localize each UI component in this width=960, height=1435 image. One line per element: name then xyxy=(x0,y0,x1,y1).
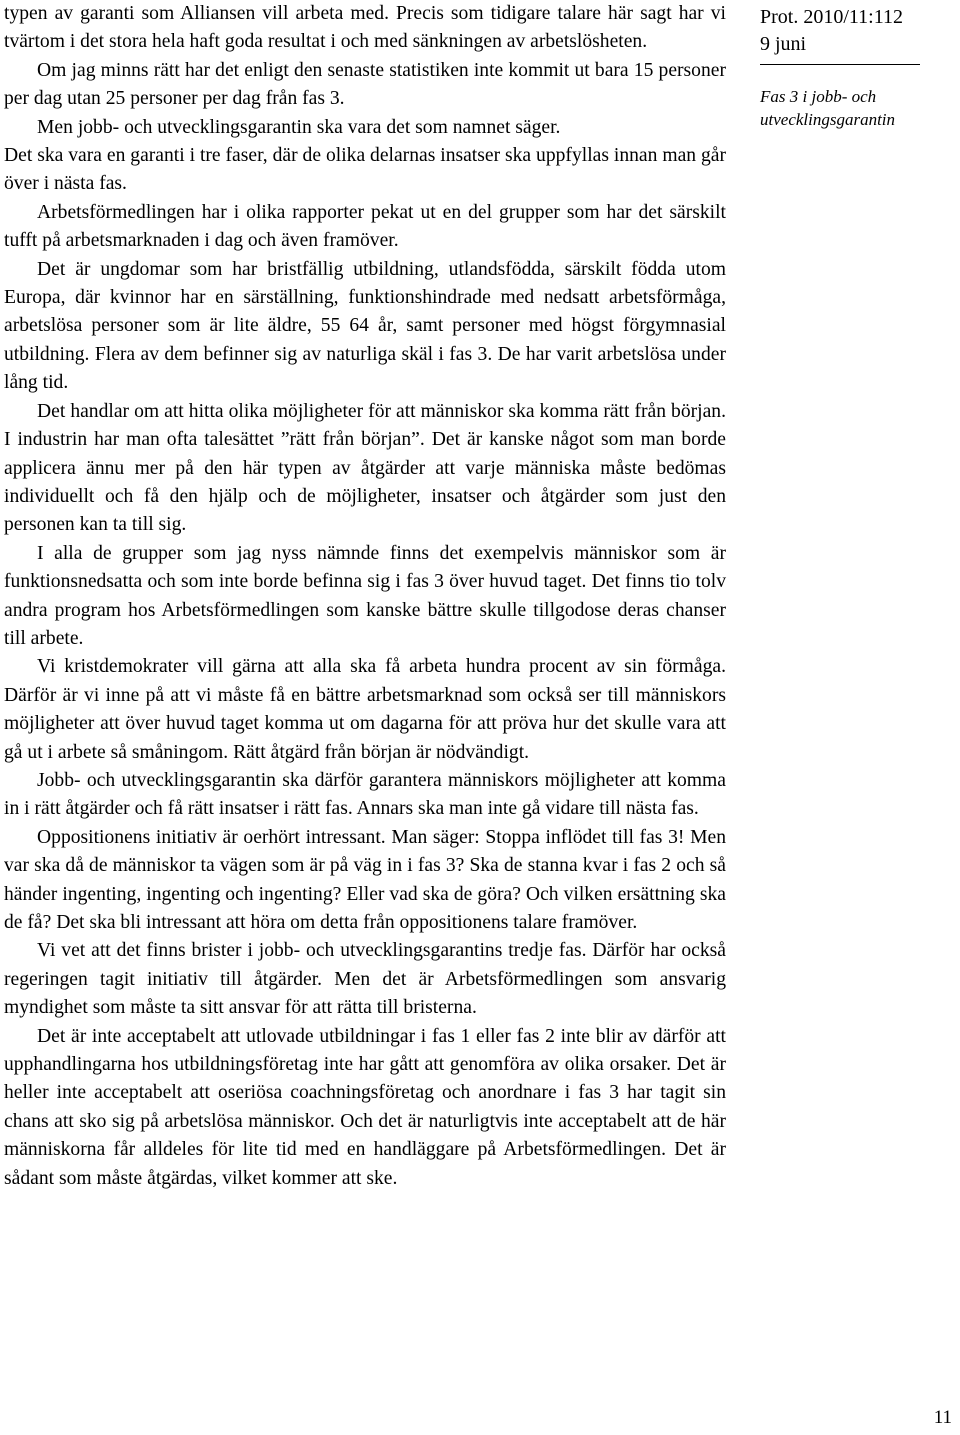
divider xyxy=(760,64,920,65)
session-date: 9 juni xyxy=(760,33,807,55)
paragraph: I alla de grupper som jag nyss nämnde finns det exempelvis människor som är funktionsnedsatta och som inte borde befinna sig i fas 3 över huvud taget. Det finns tio tolv andra program hos Arbetsförmedlingen som kanske bättre skulle tillgodose deras chanser till arbete. xyxy=(4,542,726,649)
speech-body xyxy=(4,0,726,1193)
paragraph: Jobb- och utvecklingsgarantin ska därför garantera människors möjligheter att komma in i rätt åtgärder och få rätt insatser i rätt fas. Annars ska man inte gå vidare till nästa fas. xyxy=(4,769,726,820)
paragraph: Det handlar om att hitta olika möjligheter för att människor ska komma rätt från början. I industrin har man ofta talesättet ”rätt från början”. Det är kanske något som man borde applicera ännu mer på den här typen av åtgärder att varje människa måste bedömas individuellt och få den hjälp och de möjligheter, insatser och åtgärder som just den personen kan ta till sig. xyxy=(4,400,726,536)
paragraph: Om jag minns rätt har det enligt den senaste statistiken inte kommit ut bara 15 personer per dag utan 25 personer per dag från fas 3. xyxy=(4,59,726,110)
paragraph: Oppositionens initiativ är oerhört intressant. Man säger: Stoppa inflödet till fas 3! Men var ska då de människor ta vägen som är på väg in i fas 3? Ska de stanna kvar i fas 2 och så händer ingenting, ingenting och ingenting? Eller vad ska de göra? Och vilken ersättning ska de få? Det ska bli intressant att höra om detta från oppositionens talare framöver. xyxy=(4,826,726,933)
paragraph: Det är inte acceptabelt att utlovade utbildningar i fas 1 eller fas 2 inte blir av därför att upphandlingarna hos utbildningsföretag inte har gått att genomföra av olika orsaker. Det är heller inte acceptabelt att oseriösa coachningsföretag och anordnare i fas 3 har tagit sin chans att sko sig på arbetslösa människor. Och det är naturligtvis inte acceptabelt att de här människorna får alldeles för lite tid med en handläggare på Arbetsförmedlingen. Det är sådant som måste åtgärdas, vilket kommer att ske. xyxy=(4,1025,726,1189)
paragraph: Men jobb- och utvecklingsgarantin ska vara det som namnet säger. xyxy=(37,116,561,138)
paragraph: typen av garanti som Alliansen vill arbeta med. Precis som tidigare talare här sagt har vi tvärtom i det stora hela haft goda resultat i och med sänkningen av arbetslösheten. xyxy=(4,3,726,53)
debate-topic: Fas 3 i jobb- och utvecklingsgarantin xyxy=(760,87,896,129)
paragraph: Vi kristdemokrater vill gärna att alla ska få arbeta hundra procent av sin förmåga. Därför är vi inne på att vi måste få en bättre arbetsmarknad som också ser till människors möjligheter att över huvud taget komma ut om dagarna för att pröva hur det skulle vara att gå ut i arbete så småningom. Rätt åtgärd från början är nödvändigt. xyxy=(4,656,726,763)
protocol-number: Prot. 2010/11:112 xyxy=(760,6,903,28)
paragraph: Det ska vara en garanti i tre faser, där de olika delarnas insatser ska uppfyllas innan man går över i nästa fas. xyxy=(4,145,726,195)
page-number: 11 xyxy=(933,1407,952,1428)
paragraph: Det är ungdomar som har bristfällig utbildning, utlandsfödda, särskilt födda utom Europa, där kvinnor har en särställning, funktionshindrade med nedsatt arbetsförmåga, arbetslösa personer som är lite äldre, 55 64 år, samt personer med högst förgymnasial utbildning. Flera av dem befinner sig av naturliga skäl i fas 3. De har varit arbetslösa under lång tid. xyxy=(4,258,726,394)
paragraph: Vi vet att det finns brister i jobb- och utvecklingsgarantins tredje fas. Därför har också regeringen tagit initiativ till åtgärder. Men det är Arbetsförmedlingen som ansvarig myndighet som måste ta sitt ansvar för att rätta till bristerna. xyxy=(4,940,726,1019)
margin-note xyxy=(760,4,960,131)
paragraph: Arbetsförmedlingen har i olika rapporter pekat ut en del grupper som har det särskilt tufft på arbetsmarknaden i dag och även framöver. xyxy=(4,201,726,252)
